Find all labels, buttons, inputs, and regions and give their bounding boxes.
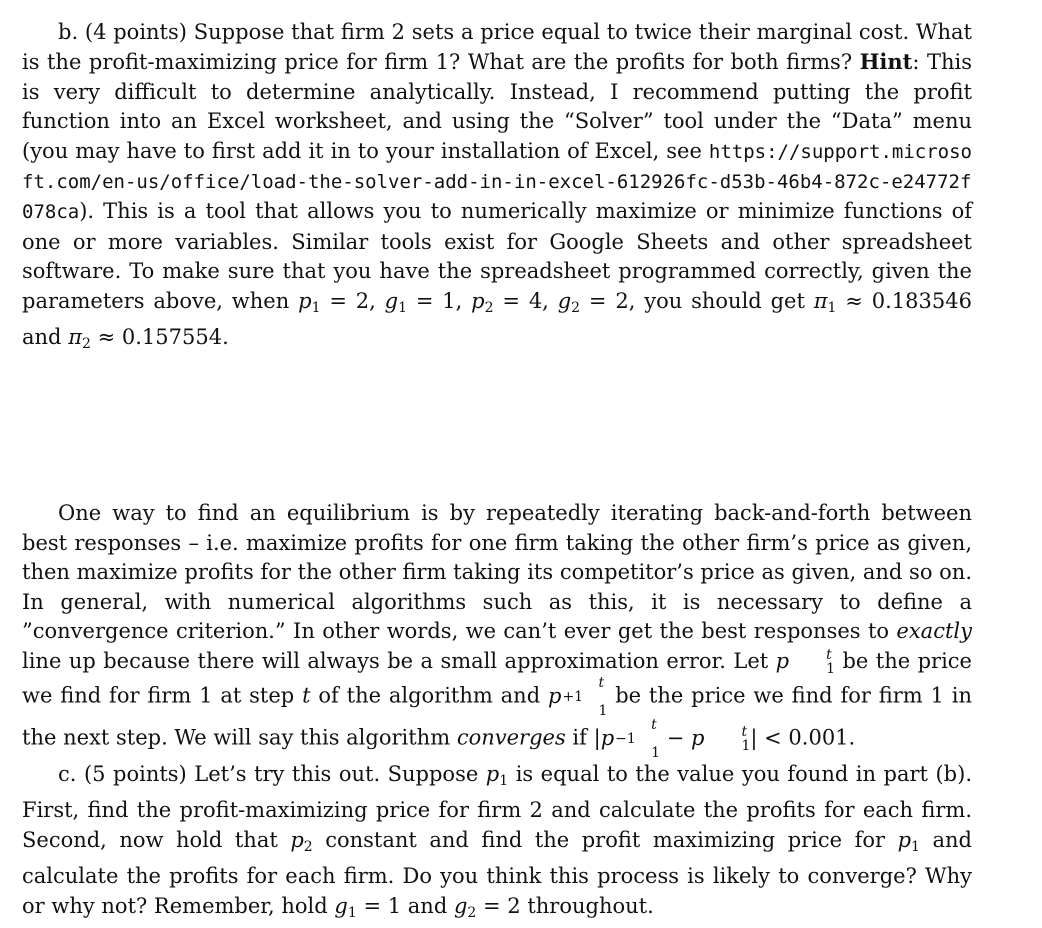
p1-math-2: $p_1$ (897, 827, 920, 855)
part-b-text-1: Suppose that firm 2 sets a price equal to twice their marginal cost. What is the profit-maximizing price for firm 1? What are the profits for both firms? (22, 20, 972, 75)
intro-text-4: of the algorithm and (318, 683, 541, 708)
params-math: $p_1 = 2$, $g_1 = 1$, $p_2 = 4$, $g_2 = 2$ (298, 288, 629, 316)
part-c-label: c. (58, 762, 77, 786)
threshold-value: 0.001 (788, 725, 849, 750)
pi2-value: 0.157554 (121, 325, 223, 350)
intro-text-2: line up because there will always be a small approximation error. Let (22, 648, 769, 673)
convergence-math: |p t −1 1 − p t 1 | < (593, 717, 789, 761)
part-b-text-4: , you should get (628, 288, 805, 313)
p1-math: $p_1$ (485, 762, 509, 789)
intro-paragraph: One way to find an equilibrium is by repeatedly iterating back-and-forth between best responses – i.e. maximize profits for one firm taking the other firm’s price as given, then maximize profits for the other firm taking its competitor’s price as given, and so on. In general, with numerical algorithms such as this, it is necessary to define a ”convergence criterion.” In other words, we can’t ever get the best responses to exactly line up because there will always be a small approximation error. Let p t 1 be the price we find for firm 1 at step t of the algorithm and p t +1 1 be the price we find for firm 1 in the next step. We will say this algorithm converges if |p t −1 1 − p t 1 | < 0.001. (22, 501, 972, 761)
part-b-label: b. (58, 20, 79, 44)
part-b-text-5: and (22, 325, 62, 350)
intro-text-3: be the price we find for firm 1 at step (22, 648, 972, 708)
p2-math: $p_2$ (290, 827, 313, 855)
part-c-points: (5 points) (83, 762, 187, 786)
intro-text-1: One way to find an equilibrium is by repeatedly iterating back-and-forth between best responses – i.e. maximize profits for one firm taking the other firm’s price as given, then maximize profits for the other firm taking its competitor’s price as given, and so on. In general, with numerical algorithms such as this, it is necessary to define a ”convergence criterion.” In other words, we can’t ever get the best responses to (22, 501, 972, 644)
part-c-text-3: constant and find the profit maximizing price for (325, 827, 886, 852)
t-math: t (302, 683, 311, 708)
answer-space (22, 359, 972, 499)
part-c-paragraph (22, 760, 972, 928)
part-c-text-1: Let’s try this out. Suppose (194, 762, 479, 786)
intro-exactly: exactly (896, 619, 972, 644)
part-c-text-2: is equal to the value you found in part (b). First, find the profit-maximizing price for firm 2 and calculate the profits for each firm. Second, now hold that (22, 762, 972, 852)
part-b-text-3: ). This is a tool that allows you to numerically maximize or minimize functions of one or more variables. Similar tools exist for Google Sheets and other spreadsheet software. To make sure that you have the spreadsheet programmed correctly, given the parameters above, when (22, 199, 972, 313)
p1t-math: p t 1 (775, 647, 836, 677)
intro-text-6: if (572, 725, 587, 750)
intro-text-5: be the price we find for firm 1 in the next step. We will say this algorithm (22, 683, 972, 750)
part-b-points: (4 points) (84, 20, 187, 44)
hint-label: Hint (859, 49, 913, 75)
part-b-text-2: : This is very difficult to determine analytically. Instead, I recommend putting the profit function into an Excel worksheet, and using the “Solver” tool under the “Data” menu (you may have to first add it in to your installation of Excel, see (22, 50, 972, 163)
pi1-value: 0.183546 (871, 288, 972, 313)
g2-math: $g_2 = 2$ (453, 893, 521, 921)
part-b-paragraph: b. (4 points) Suppose that firm 2 sets a price equal to twice their marginal cost. What is the profit-maximizing price for firm 1? What are the profits for both firms? Hint: This is very difficult to determine analytically. Instead, I recommend putting the profit function into an Excel worksheet, and using the “Solver” tool under the “Data” menu (you may have to first add it in to your installation of Excel, see https://support.microsoft.com/en-us/office/load-the-solver-add-in-in-excel-612926fc-d53b-46b4-872c-e24772f078ca). This is a tool that allows you to numerically maximize or minimize functions of one or more variables. Similar tools exist for Google Sheets and other spreadsheet software. To make sure that you have the spreadsheet programmed correctly, given the parameters above, when $p_1 = 2$, $g_1 = 1$, $p_2 = 4$, $g_2 = 2$, you should get $\pi_1 \approx 0.183546$ and $\pi_2 \approx 0.157554$. (22, 20, 972, 353)
pi1-math: $\pi_1$ ≈ (813, 288, 872, 316)
p1t1-math: p t +1 1 (548, 675, 608, 719)
g1-math: $g_1 = 1$ (334, 893, 402, 921)
document-page (22, 18, 972, 928)
solver-help-link[interactable]: https://support.microsoft.com/en-us/office/load-the-solver-add-in-in-excel-612926fc-d53b-46b4-872c-e24772f078ca (22, 140, 972, 224)
part-c-text-5: and (407, 893, 448, 918)
intro-converges: converges (456, 725, 566, 750)
part-c-text-4: and calculate the profits for each firm. Do you think this process is likely to converge? Why or why not? Remember, hold (22, 827, 972, 918)
pi2-math: $\pi_2$ ≈ (68, 325, 122, 353)
part-c-text-6: throughout. (527, 893, 654, 918)
